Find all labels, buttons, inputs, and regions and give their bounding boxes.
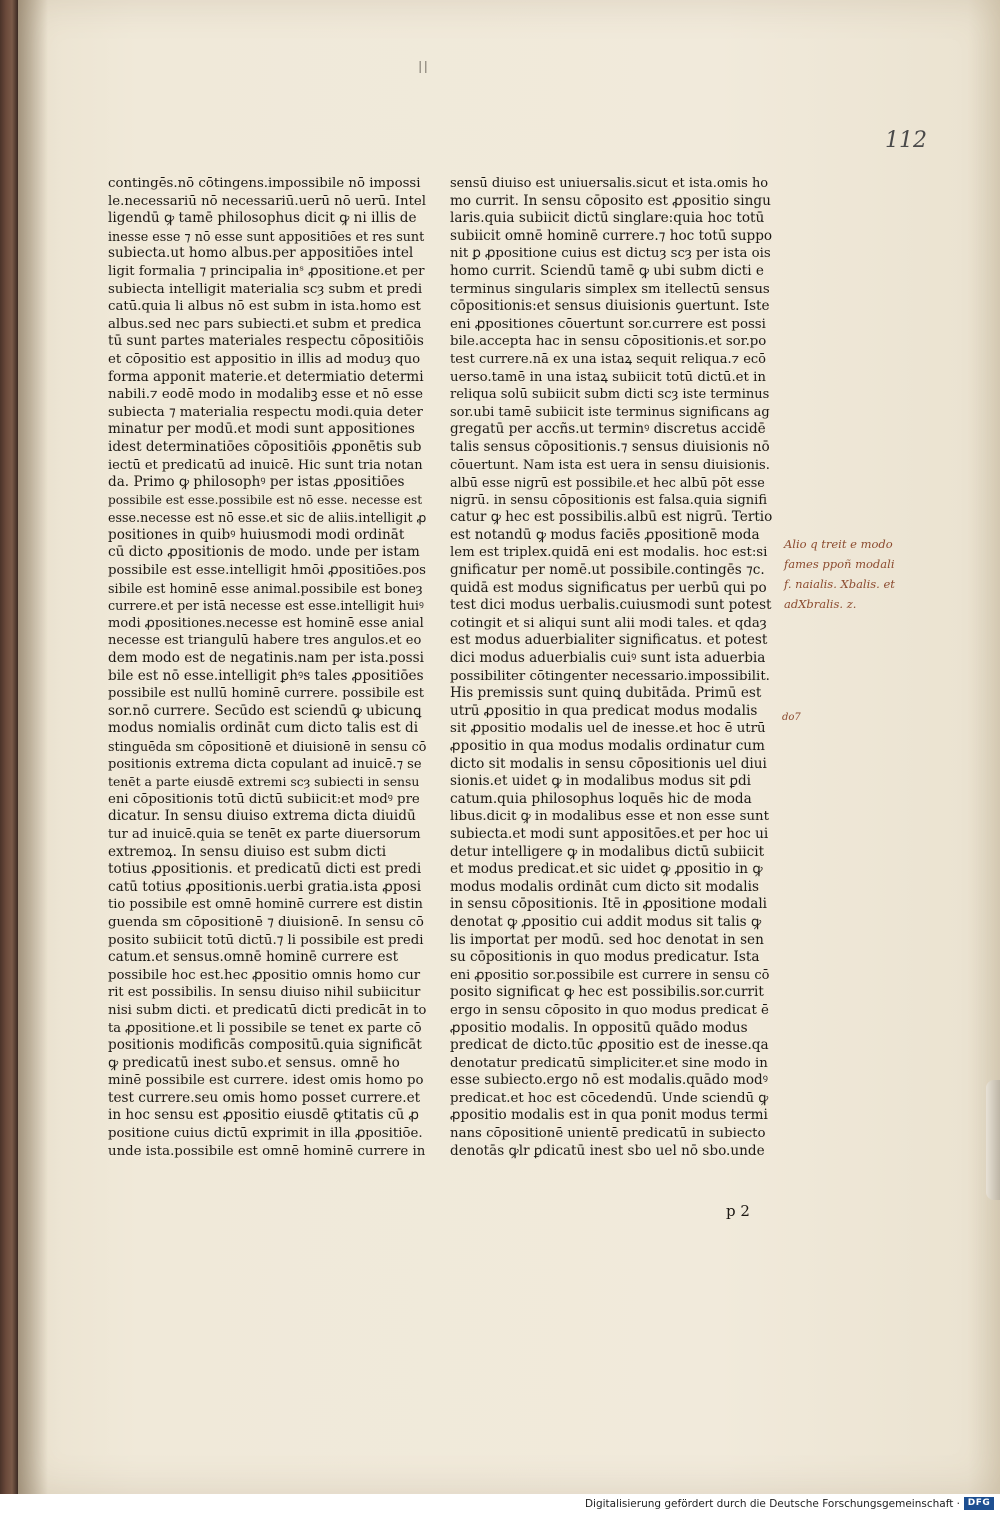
margin-annotation [784,534,964,614]
text-line: gnificatur per nomē.ut possibile.contingēs ⁊c. [450,562,765,579]
text-line: et modus predicat.et sic uidet ꝙ ꝓpositio in ꝙ [450,861,763,878]
page-edge-flap [986,1080,1000,1200]
text-line: modi ꝓpositiones.necesse est hominē esse anial [108,615,424,631]
text-line: lem est triplex.quidā eni est modalis. hoc est:si [450,545,768,561]
text-line: esse.necesse est nō esse.et sic de aliis.intelligit ꝓ [108,510,426,526]
text-line: possibiliter cōtingenter necessario.impossibilit. [450,668,770,684]
text-line: bile.accepta hac in sensu cōpositionis.et sor.po [450,334,767,350]
text-line: gregatū per accñs.ut terminꝰ discretus accidē [450,421,766,438]
text-line: possibile est esse.intelligit hmōi ꝓpositiōes.pos [108,563,426,579]
text-line: uerso.tamē in una istaꝝ subiicit totū dictū.et in [450,369,766,385]
text-line: positionis modificās compositū.quia significāt [108,1037,422,1054]
text-line: dicto sit modalis in sensu cōpositionis uel diui [450,755,767,772]
text-line: positiones in quibꝰ huiusmodi modi ordināt [108,526,405,543]
text-line: albū esse nigrū est possibile.et hec albū pōt esse [450,475,765,491]
text-line: talis sensus cōpositionis.⁊ sensus diuisionis nō [450,438,770,455]
text-line: eni cōpositionis totū dictū subiicit:et modꝰ pre [108,791,420,807]
text-line: terminus singularis simplex sm itellectū sensus [450,281,770,297]
text-line: sibile est hominē esse animal.possibile est boneȝ [108,580,423,596]
text-line: eni ꝓpositiones cōuertunt sor.currere est possi [450,316,766,332]
text-line: test currere.nā ex una istaꝝ sequit reliqua.⁊ ecō [450,351,766,367]
text-line: posito subiicit totū dictū.⁊ li possibile est predi [108,932,424,948]
text-line: predicat.et hoc est cōcedendū. Unde sciendū ꝙ [450,1090,769,1106]
text-line: in hoc sensu est ꝓpositio eiusdē ꝙtitatis cū ꝓ [108,1107,420,1124]
text-line: minē possibile est currere. idest omis homo po [108,1073,424,1089]
text-line: ligendū ꝙ tamē philosophus dicit ꝙ ni illis de [108,210,417,227]
text-column-right [450,175,772,1160]
text-line: sensū diuiso est uniuersalis.sicut et ista.omis ho [450,176,769,191]
dfg-logo-icon: DFG [964,1497,994,1510]
text-line: est notandū ꝙ modus faciēs ꝓpositionē moda [450,526,760,543]
text-line: da. Primo ꝙ philosophꝰ per istas ꝓpositiōes [108,474,405,491]
text-line: unde ista.possibile est omnē hominē currere in [108,1143,426,1159]
text-line: modus modalis ordināt cum dicto sit modalis [450,878,759,895]
text-line: ꝙ predicatū inest subo.et sensus. omnē ho [108,1054,400,1071]
text-line: mo currit. In sensu cōposito est ꝓpositio singu [450,192,771,209]
text-line: posito significat ꝙ hec est possibilis.sor.currit [450,984,764,1001]
pencil-mark: ll [418,58,429,77]
text-line: detur intelligere ꝙ in modalibus dictū subiicit [450,843,765,860]
text-line: currere.et per istā necesse est esse.intelligit huiꝰ [108,598,424,614]
text-line: contingēs.nō cōtingens.impossibile nō impossi [108,176,421,191]
text-line: in sensu cōpositionis. Itē in ꝓpositione modali [450,896,768,913]
text-line: totius ꝓpositionis. et predicatū dicti est predi [108,861,422,878]
text-line: reliqua solū subiicit subm dicti scȝ iste terminus [450,387,770,403]
text-line: denotat ꝙ ꝓpositio cui addit modus sit talis ꝙ [450,913,762,930]
text-line: forma apponit materie.et determiatio determi [108,368,424,385]
annotation-line: Alio q treit e modo [784,537,893,551]
margin-note-small: do7 [782,712,801,723]
text-line: esse subiecto.ergo nō est modalis.quādo modꝰ [450,1072,768,1089]
text-line: positione cuius dictū exprimit in illa ꝓpositiōe. [108,1126,423,1142]
text-line: lis importat per modū. sed hoc denotat in sen [450,931,764,948]
text-line: laris.quia subiicit dictū singlare:quia hoc totū [450,210,765,227]
text-line: possibile hoc est.hec ꝓpositio omnis homo cur [108,967,421,983]
text-line: extremoꝝ. In sensu diuiso est subm dicti [108,843,387,860]
text-line: cotingit et si aliqui sunt alii modi tales. et qdaȝ [450,615,767,631]
text-line: tenēt a parte eiusdē extremi scȝ subiecti in sensu [108,774,420,790]
text-line: denotatur predicatū simpliciter.et sine modo in [450,1055,768,1071]
text-line: ergo in sensu cōposito in quo modus predicat ē [450,1002,769,1018]
text-line: eni ꝓpositio sor.possibile est currere in sensu cō [450,967,770,983]
text-line: cōpositionis:et sensus diuisionis ꝯuertunt. Iste [450,298,770,315]
text-line: bile est nō esse.intelligit ꝑhꝰs tales ꝓpositiōes [108,667,424,684]
text-line: ta ꝓpositione.et li possibile se tenet ex parte cō [108,1020,422,1036]
text-line: possibile est esse.possibile est nō esse. necesse est [108,492,423,507]
text-line: est modus aduerbialiter significatus. et potest [450,632,768,649]
text-line: nit ꝑ ꝓpositione cuius est dictuȝ scȝ per ista ois [450,246,771,262]
text-line: necesse est triangulū habere tres angulos.et eo [108,633,422,649]
text-line: predicat de dicto.tūc ꝓpositio est de inesse.qa [450,1037,769,1054]
text-line: dicatur. In sensu diuiso extrema dicta diuidū [108,808,416,825]
text-line: minatur per modū.et modi sunt appositiones [108,421,415,438]
text-line: possibile est nullū hominē currere. possibile est [108,686,424,702]
text-line: tū sunt partes materiales respectu cōpositiōis [108,333,424,350]
text-line: rit est possibilis. In sensu diuiso nihil subiicitur [108,985,421,1001]
text-line: nigrū. in sensu cōpositionis est falsa.quia signifi [450,492,767,508]
gutter-shadow [18,0,48,1494]
text-line: cōuertunt. Nam ista est uera in sensu diuisionis. [450,457,770,473]
text-line: utrū ꝓpositio in qua predicat modus modalis [450,702,758,719]
text-line: ligit formalia ⁊ principalia inˢ ꝓpositione.et per [108,263,425,279]
text-line: dici modus aduerbialis cuiꝰ sunt ista aduerbia [450,650,766,667]
text-line: ꝓpositio modalis. In oppositū quādo modus [450,1019,748,1036]
text-line: cū dicto ꝓpositionis de modo. unde per istam [108,544,420,561]
annotation-line: adXbralis. z. [784,597,857,611]
text-line: le.necessariū nō necessariū.uerū nō uerū. Intel [108,193,426,209]
text-line: denotās ꝙlr ꝑdicatū inest sbo uel nō sbo.unde [450,1142,765,1159]
text-line: subiecta.ut homo albus.per appositiōes intel [108,245,414,262]
text-line: tur ad inuicē.quia se tenēt ex parte diuersorum [108,826,421,842]
annotation-line: f. naialis. Xbalis. et [784,577,895,591]
text-line: su cōpositionis in quo modus predicatur. Ista [450,949,760,966]
text-line: subiecta ⁊ materialia respectu modi.quia deter [108,404,423,420]
text-line: inesse esse ⁊ nō esse sunt appositiōes et res sunt [108,228,425,244]
signature-mark: p 2 [726,1202,750,1220]
text-line: test currere.seu omis homo posset currere.et [108,1089,421,1106]
text-line: homo currit. Sciendū tamē ꝙ ubi subm dicti e [450,262,764,279]
text-line: His premissis sunt quinꝗ dubitāda. Primū est [450,685,762,702]
text-line: nisi subm dicti. et predicatū dicti predicāt in to [108,1002,426,1018]
text-line: stinguēda sm cōpositionē et diuisionē in sensu cō [108,739,426,754]
text-line: idest determinatiōes cōpositiōis ꝓponētis sub [108,438,422,455]
text-line: guenda sm cōpositionē ⁊ diuisionē. In sensu cō [108,914,424,930]
annotation-line: fames ppoñ modali [784,557,895,571]
text-line: subiecta.et modi sunt appositōes.et per hoc ui [450,825,769,842]
text-line: positionis extrema dicta copulant ad inuicē.⁊ se [108,756,422,772]
text-line: sionis.et uidet ꝙ in modalibus modus sit ꝑdi [450,773,751,790]
footer-credit: Digitalisierung gefördert durch die Deutsche Forschungsgemeinschaft · [584,1498,960,1510]
text-line: iectū et predicatū ad inuicē. Hic sunt tria notan [108,457,423,473]
text-line: catum.quia philosophus loquēs hic de moda [450,790,752,807]
text-line: sor.ubi tamē subiicit iste terminus significans ag [450,404,770,420]
text-line: subiicit omnē hominē currere.⁊ hoc totū suppo [450,227,772,244]
text-line: ꝓpositio in qua modus modalis ordinatur cum [450,738,765,754]
text-line: catum.et sensus.omnē hominē currere est [108,949,399,966]
text-line: catū totius ꝓpositionis.uerbi gratia.ista ꝓposi [108,878,422,895]
text-line: et cōpositio est appositio in illis ad moduȝ quo [108,351,421,367]
text-line: ꝓpositio modalis est in qua ponit modus termi [450,1107,768,1124]
text-line: nabili.⁊ eodē modo in modalibꝫ esse et nō esse [108,387,424,403]
text-line: albus.sed nec pars subiecti.et subm et predica [108,316,422,332]
text-line: nans cōpositionē unientē predicatū in subiecto [450,1126,766,1142]
text-line: modus nomialis ordināt cum dicto talis est di [108,720,419,737]
text-line: sor.nō currere. Secūdo est sciendū ꝙ ubicunꝗ [108,702,422,719]
folio-number: 112 [885,128,927,153]
text-line: dem modo est de negatinis.nam per ista.possi [108,650,424,667]
text-line: subiecta intelligit materialia scȝ subm et predi [108,281,423,297]
text-column-left [108,175,426,1160]
text-line: tio possibile est omnē hominē currere est distin [108,897,423,913]
text-line: catū.quia li albus nō est subm in ista.homo est [108,299,421,315]
text-line: libus.dicit ꝙ in modalibus esse et non esse sunt [450,809,769,825]
text-line: catur ꝙ hec est possibilis.albū est nigrū. Tertio [450,509,772,526]
text-line: sit ꝓpositio modalis uel de inesse.et hoc ē utrū [450,721,766,737]
text-line: test dici modus uerbalis.cuiusmodi sunt potest [450,597,772,614]
text-line: quidā est modus significatus per uerbū qui po [450,579,767,596]
